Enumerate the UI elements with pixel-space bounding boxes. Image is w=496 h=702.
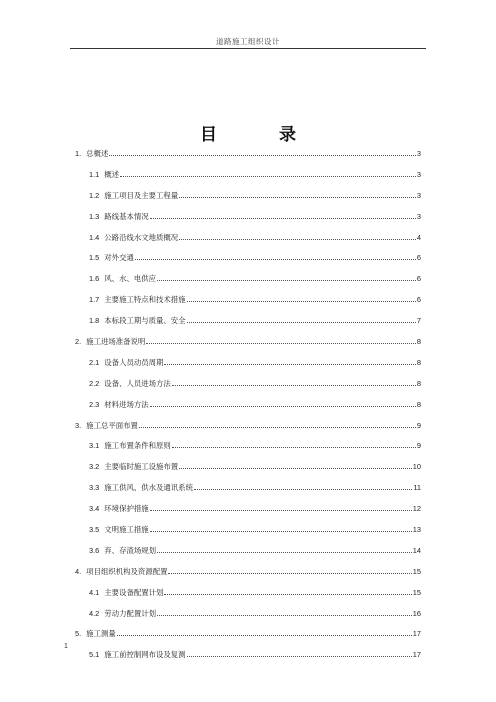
toc-dot-leader	[194, 489, 412, 490]
toc-entry-page: 17	[412, 650, 421, 660]
toc-dot-leader	[164, 364, 415, 365]
toc-subsection-entry[interactable]	[75, 273, 421, 294]
toc-dot-leader	[139, 427, 416, 428]
toc-entry-title: 总概述	[86, 149, 109, 158]
toc-entry-title: 施工进场准备说明	[86, 337, 146, 347]
toc-entry-page: 15	[412, 587, 421, 597]
toc-subsection-entry[interactable]	[75, 190, 421, 211]
toc-subsection-entry[interactable]	[75, 252, 421, 273]
toc-subsection-entry[interactable]	[75, 524, 421, 545]
toc-dot-leader	[179, 197, 416, 198]
toc-entry-number: 1.1	[89, 169, 100, 179]
toc-entry-number: 4.1	[89, 587, 100, 597]
toc-subsection-entry[interactable]	[75, 587, 421, 608]
toc-entry-number: 5.	[75, 629, 82, 639]
toc-entry-number: 1.4	[89, 232, 100, 242]
toc-subsection-entry[interactable]	[75, 357, 421, 378]
toc-entry-page: 3	[416, 169, 421, 179]
toc-entry-page: 3	[416, 149, 421, 158]
toc-entry-page: 4	[416, 232, 421, 242]
toc-entry-page: 12	[412, 504, 421, 514]
toc-entry-page: 14	[412, 545, 421, 555]
toc-entry-title: 对外交通	[104, 253, 134, 263]
toc-entry-number: 3.1	[89, 441, 100, 451]
toc-section-entry[interactable]	[75, 566, 421, 587]
toc-entry-page: 11	[413, 483, 421, 493]
toc-entry-page: 17	[412, 629, 421, 639]
toc-entry-title: 主要设备配置计划	[104, 587, 164, 597]
toc-entry-page: 8	[416, 378, 421, 388]
toc-entry-title: 施工供风、供水及通讯系统	[104, 483, 193, 493]
toc-entry-number: 2.3	[89, 399, 100, 409]
toc-dot-leader	[187, 301, 416, 302]
page-header: 道路施工组织设计	[216, 37, 280, 46]
toc-entry-number: 5.1	[89, 650, 100, 660]
toc-entry-number: 3.3	[89, 483, 100, 493]
toc-entry-title: 劳动力配置计划	[104, 608, 157, 618]
toc-entry-number: 4.	[75, 566, 82, 576]
toc-entry-title: 弃、存渣场规划	[104, 545, 157, 555]
toc-entry-page: 16	[412, 608, 421, 618]
toc-dot-leader	[187, 322, 416, 323]
toc-dot-leader	[150, 531, 412, 532]
toc-entry-title: 本标段工期与质量、安全	[104, 316, 186, 326]
toc-entry-number: 3.6	[89, 545, 100, 555]
toc-entry-number: 3.5	[89, 525, 100, 535]
toc-entry-number: 1.2	[89, 190, 100, 200]
table-of-contents	[75, 148, 421, 670]
toc-entry-number: 1.6	[89, 274, 100, 284]
toc-dot-leader	[157, 552, 412, 553]
toc-subsection-entry[interactable]	[75, 294, 421, 315]
toc-entry-page: 15	[412, 566, 421, 576]
toc-entry-page: 6	[416, 253, 421, 263]
toc-entry-title: 主要施工特点和技术措施	[104, 295, 186, 305]
toc-entry-title: 公路沿线水文地质概况	[104, 232, 179, 242]
toc-section-entry[interactable]	[75, 336, 421, 357]
toc-dot-leader	[179, 468, 412, 469]
toc-dot-leader	[117, 635, 412, 636]
toc-subsection-entry[interactable]	[75, 482, 421, 503]
toc-entry-title: 风、水、电供应	[104, 274, 157, 284]
toc-subsection-entry[interactable]	[75, 169, 421, 190]
toc-subsection-entry[interactable]	[75, 232, 421, 253]
toc-entry-title: 路线基本情况	[104, 211, 149, 221]
toc-subsection-entry[interactable]	[75, 399, 421, 420]
toc-section-entry[interactable]	[75, 420, 421, 441]
toc-subsection-entry[interactable]	[75, 211, 421, 232]
toc-entry-number: 1.7	[89, 295, 100, 305]
toc-entry-title: 施工项目及主要工程量	[104, 190, 179, 200]
toc-entry-number: 3.4	[89, 504, 100, 514]
toc-dot-leader	[187, 656, 412, 657]
toc-entry-page: 10	[412, 462, 421, 472]
toc-dot-leader	[168, 573, 411, 574]
toc-entry-page: 8	[416, 357, 421, 367]
toc-entry-page: 9	[416, 420, 421, 430]
toc-subsection-entry[interactable]	[75, 440, 421, 461]
toc-dot-leader	[179, 239, 416, 240]
toc-entry-title: 设备、人员进场方法	[104, 378, 171, 388]
toc-entry-title: 环境保护措施	[104, 504, 149, 514]
toc-entry-page: 13	[412, 525, 421, 535]
toc-entry-page: 6	[416, 295, 421, 305]
toc-entry-title: 概述	[104, 169, 120, 179]
toc-entry-title: 文明施工措施	[104, 525, 149, 535]
toc-dot-leader	[164, 594, 411, 595]
toc-subsection-entry[interactable]	[75, 378, 421, 399]
toc-dot-leader	[120, 176, 416, 177]
toc-entry-number: 3.	[75, 420, 82, 430]
toc-dot-leader	[109, 155, 416, 156]
toc-entry-page: 3	[416, 211, 421, 221]
toc-dot-leader	[146, 343, 416, 344]
toc-entry-page: 8	[416, 337, 421, 347]
toc-dot-leader	[157, 280, 416, 281]
toc-entry-title: 主要临时施工设施布置	[104, 462, 179, 472]
toc-section-entry[interactable]	[75, 628, 421, 649]
toc-dot-leader	[150, 406, 416, 407]
toc-section-entry[interactable]	[75, 148, 421, 169]
toc-dot-leader	[172, 447, 416, 448]
toc-dot-leader	[157, 615, 412, 616]
toc-entry-title: 施工总平面布置	[86, 420, 138, 430]
toc-entry-number: 1.3	[89, 211, 100, 221]
toc-entry-number: 4.2	[89, 608, 100, 618]
toc-dot-leader	[150, 510, 412, 511]
toc-entry-page: 8	[416, 399, 421, 409]
toc-title: 目 录	[200, 125, 324, 145]
toc-dot-leader	[150, 218, 416, 219]
toc-entry-number: 2.	[75, 337, 82, 347]
toc-entry-title: 施工前控制网布设及复测	[104, 650, 186, 660]
toc-subsection-entry[interactable]	[75, 461, 421, 482]
toc-subsection-entry[interactable]	[75, 649, 421, 670]
toc-entry-title: 设备人员动员周期	[104, 357, 164, 367]
toc-subsection-entry[interactable]	[75, 545, 421, 566]
toc-entry-number: 2.2	[89, 378, 100, 388]
toc-dot-leader	[172, 385, 416, 386]
toc-entry-page: 3	[416, 190, 421, 200]
toc-entry-title: 施工布置条件和原则	[104, 441, 171, 451]
toc-entry-page: 6	[416, 274, 421, 284]
toc-subsection-entry[interactable]	[75, 503, 421, 524]
footer-page-number: 1	[64, 643, 68, 650]
toc-entry-number: 1.	[75, 149, 82, 158]
toc-entry-number: 1.8	[89, 316, 100, 326]
toc-entry-number: 1.5	[89, 253, 100, 263]
header-divider	[70, 48, 426, 49]
toc-entry-page: 9	[416, 441, 421, 451]
toc-entry-title: 项目组织机构及资源配置	[86, 566, 168, 576]
toc-entry-page: 7	[416, 316, 421, 326]
toc-entry-title: 施工测量	[86, 629, 116, 639]
toc-subsection-entry[interactable]	[75, 608, 421, 629]
toc-dot-leader	[135, 259, 416, 260]
toc-subsection-entry[interactable]	[75, 315, 421, 336]
toc-entry-number: 2.1	[89, 357, 100, 367]
toc-entry-number: 3.2	[89, 462, 100, 472]
toc-entry-title: 材料进场方法	[104, 399, 149, 409]
